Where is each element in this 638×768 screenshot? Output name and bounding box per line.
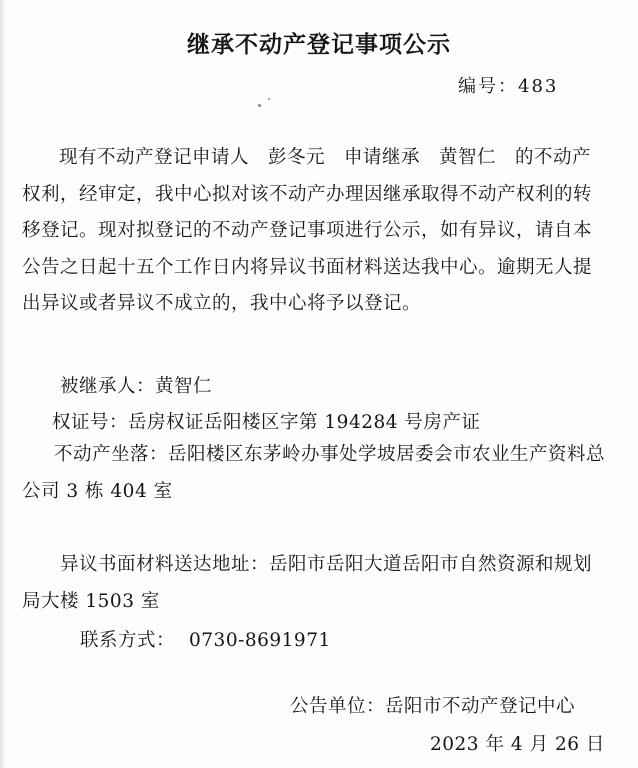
objection-address-block [22,547,606,620]
announcement-body: 现有不动产登记申请人 彭冬元 申请继承 黄智仁 的不动产权利，经审定，我中心拟对该不动产办理因继承取得不动产权利的转移登记。现对拟登记的不动产登记事项进行公示，如有异议，请自本公告之日起十五个工作日内将异议书面材料送达我中心。逾期无人提出异议或者异议不成立的，我中心将予以登记。 [22,147,593,314]
scan-speck [268,98,270,100]
decedent-value: 黄智仁 [155,376,213,397]
decedent-label: 被继承人： [60,376,156,397]
document-number-value: 483 [518,76,559,97]
document-number-label: 编号： [458,76,518,97]
certificate-label: 权证号： [52,412,129,433]
contact-value: 0730-8691971 [189,630,331,651]
date-day: 26 [554,734,580,755]
scan-speck [258,104,261,107]
objection-address-value: 岳阳市岳阳大道岳阳市自然资源和规划局大楼 1503 室 [22,554,593,612]
location-label: 不动产坐落： [54,444,169,465]
issuer-label: 公告单位： [290,696,386,717]
date-year: 2023 [430,734,480,755]
date-month-unit: 月 [529,734,549,755]
date-month: 4 [510,734,524,755]
decedent-line [60,372,212,398]
issuer-value: 岳阳市不动产登记中心 [385,696,576,717]
date-year-unit: 年 [485,734,505,755]
issuer-line [290,692,575,718]
certificate-line [52,408,480,434]
scan-shadow [0,0,6,768]
document-number [458,72,558,98]
contact-label: 联系方式： [80,630,176,651]
date-line [430,730,605,756]
certificate-value: 岳房权证岳阳楼区字第 194284 号房产证 [128,412,481,433]
location-value: 岳阳楼区东茅岭办事处学坡居委会市农业生产资料总公司 3 栋 404 室 [22,444,606,502]
date-day-unit: 日 [585,734,605,755]
location-block [22,437,606,510]
contact-line [80,626,331,652]
document-title: 继承不动产登记事项公示 [187,32,451,58]
objection-address-label: 异议书面材料送达地址： [60,554,270,575]
